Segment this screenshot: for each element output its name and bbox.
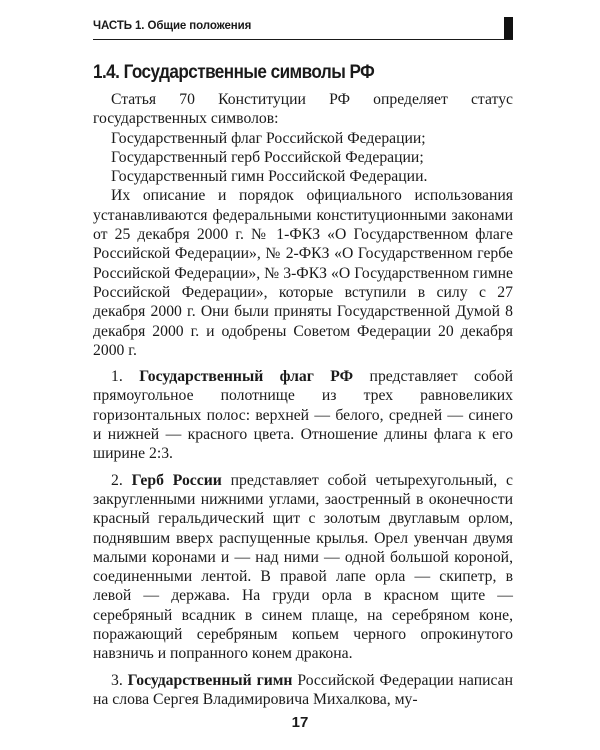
section-title: 1.4. Государственные символы РФ [93,62,375,83]
flag-text: представляет собой прямоугольное полотнище из трех равновеликих горизонтальных полос: верхней — белого, средней — синего и нижней — красного цвета. Отношение длины флага к его ширине 2:3. [93,368,514,463]
body-text [93,90,513,709]
page-number: 17 [291,714,309,731]
intro-paragraph: Статья 70 Конституции РФ определяет статус государственных символов: [93,91,513,128]
coat-of-arms-number: 2. [111,471,123,489]
symbol-list-item-anthem: Государственный гимн Российской Федерации. [111,168,428,186]
anthem-paragraph [93,671,513,710]
flag-paragraph [93,367,513,463]
symbol-list-item-flag: Государственный флаг Российской Федерации; [111,129,426,147]
coat-of-arms-text: представляет собой четырехугольный, с закругленными нижними углами, заостренный в оконечности красный геральдический щит с золотым двуглавым орлом, поднявшим вверх распущенные крылья. Орел увенчан двумя малыми коронами и — над ними — одной большой короной, соединенными лентой. В правой лапе орла — скипетр, в левой — держава. На груди орла в красном щите — серебряный всадник в синем плаще, на серебряном коне, поражающий серебряным копьем черного опрокинутого навзничь и попранного конем дракона. [93,471,514,663]
running-header-title: ЧАСТЬ 1. Общие положения [93,20,252,32]
header-thumb-tab [504,17,513,39]
anthem-number: 3. [111,671,123,689]
anthem-term: Государственный гимн [127,671,293,689]
flag-number: 1. [111,368,123,386]
anthem-text: Российской Федерации написан на слова Сергея Владимировича Михалкова, му- [93,671,513,708]
flag-term: Государственный флаг РФ [139,368,354,386]
coat-of-arms-paragraph [93,471,513,664]
laws-paragraph: Их описание и порядок официального использования устанавливаются федеральными конституционными законами от 25 декабря 2000 г. № 1-ФКЗ «О Государственном флаге Российской Федерации», № 2-ФКЗ «О Государственном гербе Российской Федерации», № 3-ФКЗ «О Государственном гимне Российской Федерации», которые вступили в силу с 27 декабря 2000 г. Они были приняты Государственной Думой 8 декабря 2000 г. и одобрены Советом Федерации 20 декабря 2000 г. [93,187,513,359]
symbol-list-item-coat-of-arms: Государственный герб Российской Федерации; [111,148,424,166]
running-header [93,17,513,40]
coat-of-arms-term: Герб России [131,471,222,489]
